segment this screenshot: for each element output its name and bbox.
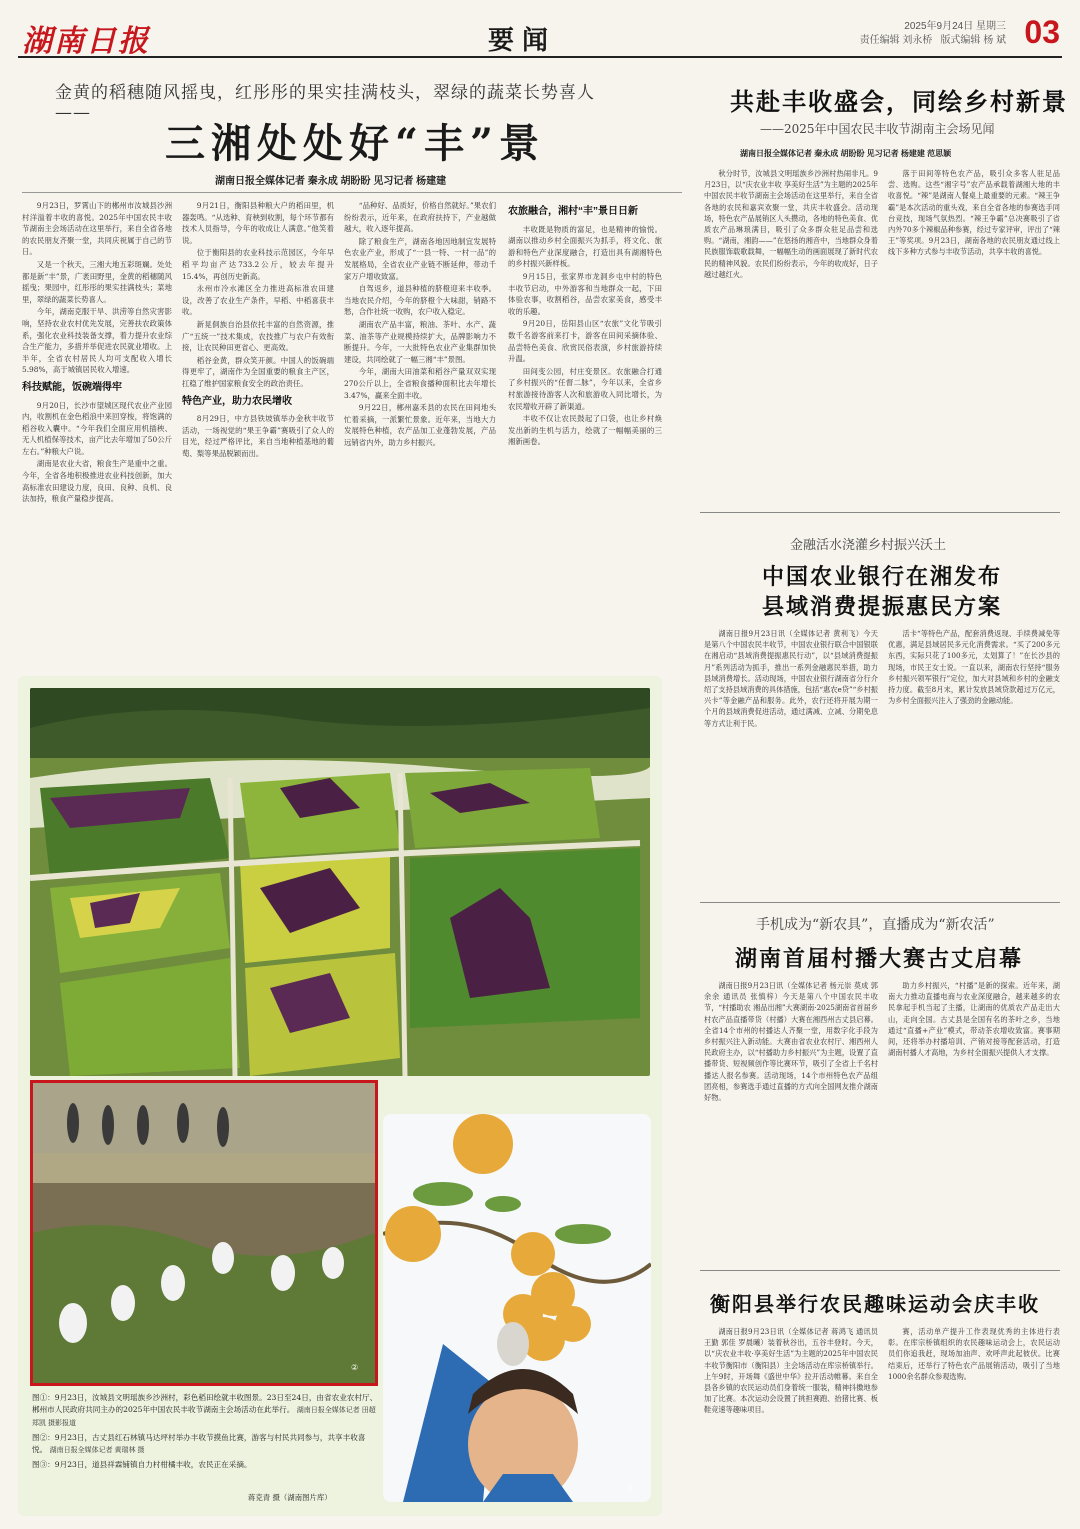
story2-headline: 共赴丰收盛会，同绘乡村新景 xyxy=(730,87,1068,116)
article-paragraph: 田间变公园，村庄变景区。农旅融合打通了乡村振兴的“任督二脉”，今年以来，全省乡村旅游接待游客人次和旅游收入同比增长，为农民增收开辟了新渠道。 xyxy=(508,366,662,411)
article-paragraph: 永州市冷水滩区全力推进高标准农田建设，改善了农业生产条件，早稻、中稻喜获丰收。 xyxy=(182,284,334,317)
main-story-column-4 xyxy=(508,200,662,660)
persimmon-harvest-photo xyxy=(383,1114,651,1502)
caption-1 xyxy=(32,1392,380,1430)
persimmon-harvest-image xyxy=(383,1114,651,1502)
story4-column-2 xyxy=(888,980,1060,1256)
newspaper-logo: 湖南日报 xyxy=(22,24,150,59)
article-paragraph: 今年，湖南克服干旱、洪涝等自然灾害影响，坚持农业农村优先发展，完善扶农政策体系，强化农业科技装备支撑，着力提升农业综合生产能力，多措并举促进农民就业增收。上半年，全省农村居民人均可支配收入增长5.98%，高于城镇居民收入增速。 xyxy=(22,307,172,375)
caption-3 xyxy=(32,1459,380,1471)
caption-2 xyxy=(32,1432,380,1457)
article-paragraph: 位于衡阳县的农业科技示范园区，今年早稻平均亩产达733.2公斤，较去年提升15.4%，再创历史新高。 xyxy=(182,248,334,281)
article-paragraph: 赛，活动单产提升工作表现优秀的主体进行表彰。在库宗桥镇组织的农民趣味运动会上，农民运动员们你追我赶，现场加油声、欢呼声此起彼伏。比赛结束后，还举行了特色农产品展销活动，吸引了当地1000余名群众参观选购。 xyxy=(888,1327,1060,1381)
masthead xyxy=(18,12,1062,58)
main-story-column-3 xyxy=(344,200,496,660)
divider xyxy=(700,1270,1060,1271)
section-subhead: 农旅融合，湘村“丰”景日日新 xyxy=(508,206,638,217)
story2-column-2 xyxy=(888,168,1060,496)
article-paragraph: 丰收不仅让农民鼓起了口袋，也让乡村焕发出新的生机与活力，绘就了一幅幅美丽的三湘新画卷。 xyxy=(508,414,662,447)
caption-text: 图③：9月23日，道县祥霖铺镇自力村柑橘丰收，农民正在采摘。 xyxy=(32,1460,252,1469)
article-paragraph: 9月20日，长沙市望城区现代农业产业园内，收割机在金色稻浪中来回穿梭，将饱满的稻谷收入囊中。“今年我们全面应用机插秧、无人机植保等技术，亩产比去年增加了50公斤左右。”种粮大户说。 xyxy=(22,400,172,456)
story2-subtitle: ——2025年中国农民丰收节湖南主会场见闻 xyxy=(760,122,995,136)
article-paragraph: 9月15日，张家界市龙洞乡屯中村的特色丰收节启动，中外游客和当地群众一起，下田体验农事，收割稻谷，品尝农家美食，感受丰收的乐趣。 xyxy=(508,271,662,316)
article-paragraph: 9月23日，罗霄山下的郴州市汝城县沙洲村洋溢着丰收的喜悦。2025年中国农民丰收节湖南主会场活动在这里举行，来自全省各地的农民朋友齐聚一堂，共同庆祝属于自己的节日。 xyxy=(22,201,172,257)
photo-credit: 蒋克青 摄（湖南图片库） xyxy=(248,1493,332,1502)
story5-column-1 xyxy=(704,1326,878,1518)
article-paragraph: 湖南是农业大省，粮食生产是重中之重。今年，全省各地积极推进农业科技创新，加大高标准农田建设力度，良田、良种、良机、良法加持，粮食产量稳步提高。 xyxy=(22,459,172,504)
story4-headline: 湖南首届村播大赛古丈启幕 xyxy=(735,946,1024,972)
article-paragraph: 湖南日报9月23日讯（全媒体记者 杨元崇 莫成 郭余余 通讯员 张慎梓）今天是第八个中国农民丰收节，“村播助农 湘品出湘”大赛湖南·2025湖南省首届乡村农产品直播带货（村播）大赛在湘西州古丈县启幕。全省14个市州的村播达人齐聚一堂，用数字化手段为乡村振兴注入新动能。大赛由省农业农村厅、湘西州人民政府主办，以“村播助力乡村振兴”为主题，设置了直播带货、短视频创作等比赛环节，吸引了全省上千名村播达人报名参赛。活动现场，14个市州特色农产品组团亮相，参赛选手通过直播的方式向全国网友推介湖南好物。 xyxy=(704,981,878,1103)
article-paragraph: 自驾返乡，道县种植的脐橙迎来丰收季。当地农民介绍，今年的脐橙个大味甜，销路不愁，合作社统一收购，农户收入稳定。 xyxy=(344,284,496,317)
story4-kicker: 手机成为“新农具”，直播成为“新农活” xyxy=(756,917,995,933)
main-story-column-1 xyxy=(22,200,172,660)
article-paragraph: 今年，湖南大田油菜和稻谷产量双双实现270公斤以上，全省粮食播种面积比去年增长3.47%，赢来全面丰收。 xyxy=(344,367,496,400)
caption-text: 图②：9月23日，古丈县红石林镇马达坪村举办丰收节摸鱼比赛，游客与村民共同参与，共享丰收喜悦。 xyxy=(32,1433,366,1454)
story2-column-1 xyxy=(704,168,878,496)
article-paragraph: 丰收既是物质的富足，也是精神的愉悦。湖南以推动乡村全面振兴为抓手，将文化、旅游和特色产业深度融合，打造出具有湖湘特色的乡村振兴新样板。 xyxy=(508,224,662,269)
article-paragraph: 除了粮食生产，湖南各地因地制宜发展特色农业产业，形成了“一县一特、一村一品”的发展格局，全省农业产业链不断延伸，带动千家万户增收致富。 xyxy=(344,236,496,281)
publication-date: 2025年9月24日 星期三 xyxy=(904,21,1006,32)
editor-credit: 责任编辑 刘永桥 xyxy=(859,35,933,46)
story3-kicker: 金融活水浇灌乡村振兴沃土 xyxy=(790,538,947,553)
caption-text: 图①：9月23日，汝城县文明瑶族乡沙洲村，彩色稻田绘就丰收图景。23日至24日，由省农业农村厅、郴州市人民政府共同主办的2025年中国农民丰收节湖南主会场活动在此举行。 xyxy=(32,1393,378,1414)
fish-catching-photo xyxy=(30,1080,378,1386)
main-story-byline: 湖南日报全媒体记者 秦永成 胡盼盼 见习记者 杨建建 xyxy=(215,176,447,187)
article-paragraph: 活卡“等特色产品，配套消费返现、手续费减免等优惠，满足县域居民多元化消费需求。“买了200多元东西，实际只花了100多元，太划算了！”在长沙县的现场，市民王女士说。一直以来，湖南农行坚持“服务乡村振兴领军银行”定位，加大对县域和乡村的金融支持力度。截至8月末，累计发放县域贷款超过万亿元，为乡村全面振兴注入了强劲的金融动能。 xyxy=(888,629,1060,706)
article-paragraph: 湖南日报9月23日讯（全媒体记者 黄利飞）今天是第八个中国农民丰收节，中国农业银行联合中国银联在湘启动“县域消费提振惠民行动”，以“县域消费提振月”系列活动为抓手，推出一系列金融惠民举措，助力县域消费增长。活动现场，中国农业银行湖南省分行介绍了支持县域消费的具体措施，包括“惠农e贷”“乡村振兴卡”等金融产品和服务。此外，农行还将开展为期一个月的县域消费促进活动，通过满减、立减、分期免息等方式让利于民。 xyxy=(704,629,878,728)
story3-column-1 xyxy=(704,628,878,890)
fish-catching-image xyxy=(33,1083,375,1383)
page-number: 03 xyxy=(1024,14,1060,50)
main-story-headline: 三湘处处好“丰”景 xyxy=(165,120,546,167)
layout-editor-credit: 版式编辑 杨 斌 xyxy=(940,35,1006,46)
article-paragraph: 湖南日报9月23日讯（全媒体记者 蒋鸿飞 通讯员 王勤 郭佳 罗晨曦）装着秋谷出，五谷丰登时。今天，以“庆农业丰收·享美好生活”为主题的2025年中国农民丰收节衡阳市（衡阳县）主会场活动在库宗桥镇举行。上午9时，开场舞《盛世中华》拉开活动帷幕。来自全县各乡镇的农民运动员们身着统一服装，精神抖擞地参加了比赛。本次运动会设置了挑担赛跑、抬猪比赛、板鞋竞速等趣味项目。 xyxy=(704,1327,878,1415)
story2-byline: 湖南日报全媒体记者 秦永成 胡盼盼 见习记者 杨建建 范思颖 xyxy=(740,149,952,158)
photo-captions xyxy=(32,1392,380,1473)
article-paragraph: 8月29日，中方县铁坡镇举办金秋丰收节活动，一场视觉的“果王争霸”赛吸引了众人的目光，经过严格评比，来自当地种植基地的葡萄、梨等果品脱颖而出。 xyxy=(182,414,334,458)
photo-number-2: ② xyxy=(351,1363,359,1372)
caption-credit: 湖南日报全媒体记者 田超 郑凯 摄影报道 xyxy=(32,1407,376,1427)
story5-headline: 衡阳县举行农民趣味运动会庆丰收 xyxy=(710,1292,1040,1316)
story3-headline-line2: 县域消费提振惠民方案 xyxy=(762,594,1003,620)
main-story-kicker: 金黄的稻穗随风摇曳，红彤彤的果实挂满枝头，翠绿的蔬菜长势喜人—— xyxy=(55,83,595,123)
story5-column-2 xyxy=(888,1326,1060,1518)
article-paragraph: 9月22日，郴州嘉禾县的农民在田间地头忙着采摘，一派繁忙景象。近年来，当地大力发展特色种植，农产品加工业蓬勃发展，产品远销省内外，助力乡村振兴。 xyxy=(344,403,496,447)
article-paragraph: 助力乡村振兴，“村播”是新的探索。近年来，湖南大力推动直播电商与农业深度融合，越来越多的农民拿起手机当起了主播，让湖南的优质农产品走出大山，走向全国。古丈县是全国有名的茶叶之乡，当地通过“直播+产业”模式，带动茶农增收致富。赛事期间，还将举办村播培训、产销对接等配套活动，打造湖南村播人才高地，为乡村全面振兴提供人才支撑。 xyxy=(888,981,1060,1058)
section-subhead: 科技赋能，饭碗端得牢 xyxy=(22,381,122,393)
article-paragraph: 9月20日，岳阳县山区“农旅”文化节吸引数千名游客前来打卡，游客在田间采摘体验、品尝特色美食、欣赏民俗表演，乡村旅游持续升温。 xyxy=(508,319,662,364)
article-paragraph: 新晃侗族自治县依托丰富的自然资源，推广“五统一”技术集成，农技推广与农户有效衔接，让农民种田更省心、更高效。 xyxy=(182,319,334,353)
main-story-column-2 xyxy=(182,200,334,660)
rice-field-art-photo xyxy=(30,688,650,1076)
article-paragraph: 9月21日，衡阳县种粮大户的稻田里，机器轰鸣。“从选种、育秧到收割，每个环节都有技术人员指导，今年的收成让人满意。”他笑着说。 xyxy=(182,201,334,245)
section-title: 要闻 xyxy=(488,26,557,56)
story4-column-1 xyxy=(704,980,878,1256)
article-paragraph: 秋分时节，汝城县文明瑶族乡沙洲村热闹非凡。9月23日，以“庆农业丰收 享美好生活”为主题的2025年中国农民丰收节湖南主会场活动在这里举行，来自全省各地的农民和嘉宾欢聚一堂，共庆丰收盛会。活动现场，特色农产品展销区人头攒动，各地的特色美食、优质农产品琳琅满目，吸引了众多群众驻足品尝和选购。“湖南，湘韵——”在悠扬的湘音中，当地群众身着民族服饰载歌载舞，一幅幅生动的画面展现了新时代农民的精神风貌。农民们纷纷表示，今年的收成好，日子越过越红火。 xyxy=(704,169,878,279)
divider xyxy=(700,512,1060,513)
article-paragraph: 稻谷金黄，群众笑开颜。中国人的饭碗端得更牢了，湖南作为全国重要的粮食主产区，扛稳了维护国家粮食安全的政治责任。 xyxy=(182,355,334,388)
article-paragraph: 落于田间等特色农产品，吸引众多客人驻足品尝、选购。这些“湘字号”农产品承载着湖湘大地的丰收喜悦。“辣”是湖南人餐桌上最重要的元素。“辣王争霸”是本次活动的重头戏，来自全省各地的参赛选手同台竞技，现场气氛热烈。“辣王争霸”总决赛吸引了省内外70多个辣椒品种参赛，经过专家评审，评出了“辣王”等奖项。9月23日，湖南各地的农民朋友通过线上线下多种方式参与丰收节活动，共享丰收的喜悦。 xyxy=(888,169,1060,257)
divider xyxy=(700,902,1060,903)
section-subhead: 特色产业，助力农民增收 xyxy=(182,395,292,407)
caption-credit: 湖南日报全媒体记者 黄瑞林 摄 xyxy=(49,1447,145,1454)
story3-headline-line1: 中国农业银行在湘发布 xyxy=(762,564,1003,590)
article-paragraph: 湖南农产品丰富，粮油、茶叶、水产、蔬菜、油茶等产业规模持续扩大，品牌影响力不断提升。今年，一大批特色农业产业集群加快建设，共同绘就了一幅三湘“丰”景图。 xyxy=(344,319,496,364)
photo-number-3: ③ xyxy=(627,1484,635,1493)
story3-column-2 xyxy=(888,628,1060,890)
divider xyxy=(22,192,682,193)
article-paragraph: 又是一个秋天，三湘大地五彩斑斓。处处都是新“丰”景，广袤田野里，金黄的稻穗随风摇曳；果园中，红彤彤的果实挂满枝头；菜地里，翠绿的蔬菜长势喜人。 xyxy=(22,259,172,304)
rice-field-art-image xyxy=(30,688,650,1076)
publication-info xyxy=(852,20,1006,48)
article-paragraph: “品种好、品质好，价格自然就好。”果农们纷纷表示，近年来，在政府扶持下，产业越做越大，收入逐年提高。 xyxy=(344,201,496,234)
